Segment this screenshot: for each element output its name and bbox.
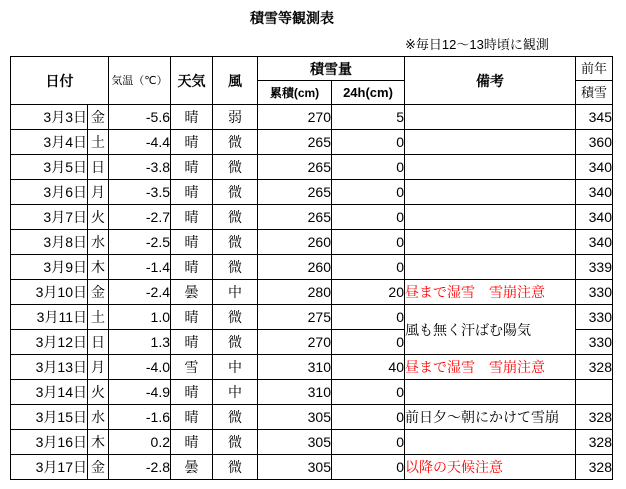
header-remarks: 備考: [405, 57, 576, 105]
table-row: [11, 380, 613, 405]
date-cell: 3月9日: [11, 255, 88, 280]
date-cell: 3月10日: [11, 280, 88, 305]
table-row: [11, 355, 613, 380]
weekday-cell: 月: [88, 355, 109, 380]
header-weather: 天気: [171, 57, 213, 105]
date-cell: 3月4日: [11, 130, 88, 155]
temperature-cell: -2.5: [109, 230, 171, 255]
weather-cell: 晴: [171, 405, 213, 430]
remarks-cell: [405, 255, 576, 280]
temperature-cell: -3.5: [109, 180, 171, 205]
temperature-cell: -1.6: [109, 405, 171, 430]
header-prev-year-1: 前年: [576, 57, 613, 81]
weather-cell: 晴: [171, 155, 213, 180]
wind-cell: 微: [213, 205, 258, 230]
wind-cell: 中: [213, 355, 258, 380]
table-row: [11, 105, 613, 130]
date-cell: 3月7日: [11, 205, 88, 230]
weekday-cell: 金: [88, 455, 109, 480]
cumulative-snow-cell: 275: [258, 305, 332, 330]
table-row: [11, 255, 613, 280]
snow-observation-table: [10, 56, 613, 480]
cumulative-snow-cell: 265: [258, 130, 332, 155]
prev-year-snow-cell: 328: [576, 355, 613, 380]
date-cell: 3月13日: [11, 355, 88, 380]
snow-24h-cell: 20: [332, 280, 405, 305]
remarks-cell: [405, 230, 576, 255]
wind-cell: 中: [213, 380, 258, 405]
table-row: [11, 405, 613, 430]
cumulative-snow-cell: 265: [258, 155, 332, 180]
date-cell: 3月6日: [11, 180, 88, 205]
weekday-cell: 木: [88, 430, 109, 455]
prev-year-snow-cell: 360: [576, 130, 613, 155]
prev-year-snow-cell: 340: [576, 155, 613, 180]
table-row: [11, 130, 613, 155]
weather-cell: 晴: [171, 205, 213, 230]
weather-cell: 晴: [171, 430, 213, 455]
temperature-cell: 1.0: [109, 305, 171, 330]
table-row: [11, 155, 613, 180]
header-wind: 風: [213, 57, 258, 105]
date-cell: 3月16日: [11, 430, 88, 455]
prev-year-snow-cell: 330: [576, 280, 613, 305]
weekday-cell: 日: [88, 155, 109, 180]
temperature-cell: -4.9: [109, 380, 171, 405]
temperature-cell: -4.0: [109, 355, 171, 380]
cumulative-snow-cell: 270: [258, 330, 332, 355]
prev-year-snow-cell: 328: [576, 430, 613, 455]
remarks-cell: 昼まで湿雪 雪崩注意: [405, 355, 576, 380]
remarks-cell: [405, 155, 576, 180]
snow-24h-cell: 0: [332, 305, 405, 330]
weather-cell: 晴: [171, 105, 213, 130]
date-cell: 3月15日: [11, 405, 88, 430]
cumulative-snow-cell: 310: [258, 355, 332, 380]
weather-cell: 曇: [171, 280, 213, 305]
cumulative-snow-cell: 260: [258, 255, 332, 280]
header-date: 日付: [11, 57, 109, 105]
table-row: [11, 280, 613, 305]
temperature-cell: 1.3: [109, 330, 171, 355]
table-row: [11, 180, 613, 205]
wind-cell: 微: [213, 130, 258, 155]
prev-year-snow-cell: [576, 380, 613, 405]
temperature-cell: -2.4: [109, 280, 171, 305]
temperature-cell: -4.4: [109, 130, 171, 155]
weather-cell: 晴: [171, 130, 213, 155]
wind-cell: 微: [213, 405, 258, 430]
weekday-cell: 水: [88, 230, 109, 255]
header-row-1: [11, 57, 613, 81]
cumulative-snow-cell: 305: [258, 405, 332, 430]
cumulative-snow-cell: 280: [258, 280, 332, 305]
cumulative-snow-cell: 265: [258, 180, 332, 205]
snow-24h-cell: 0: [332, 330, 405, 355]
wind-cell: 弱: [213, 105, 258, 130]
remarks-cell: 昼まで湿雪 雪崩注意: [405, 280, 576, 305]
prev-year-snow-cell: 330: [576, 330, 613, 355]
snow-24h-cell: 0: [332, 155, 405, 180]
prev-year-snow-cell: 339: [576, 255, 613, 280]
weekday-cell: 火: [88, 205, 109, 230]
wind-cell: 微: [213, 430, 258, 455]
observation-time-note: ※毎日12～13時頃に観測: [405, 37, 549, 52]
header-cumulative: 累積(cm): [258, 81, 332, 105]
prev-year-snow-cell: 340: [576, 180, 613, 205]
snow-24h-cell: 0: [332, 380, 405, 405]
weather-cell: 晴: [171, 380, 213, 405]
snow-24h-cell: 0: [332, 180, 405, 205]
cumulative-snow-cell: 265: [258, 205, 332, 230]
snow-24h-cell: 5: [332, 105, 405, 130]
table-row: [11, 230, 613, 255]
cumulative-snow-cell: 260: [258, 230, 332, 255]
remarks-cell: 風も無く汗ばむ陽気: [405, 305, 576, 355]
prev-year-snow-cell: 328: [576, 455, 613, 480]
wind-cell: 微: [213, 230, 258, 255]
cumulative-snow-cell: 305: [258, 455, 332, 480]
temperature-cell: -5.6: [109, 105, 171, 130]
remarks-cell: 前日夕～朝にかけて雪崩: [405, 405, 576, 430]
snow-24h-cell: 0: [332, 130, 405, 155]
wind-cell: 微: [213, 180, 258, 205]
remarks-cell: [405, 205, 576, 230]
weekday-cell: 土: [88, 130, 109, 155]
weekday-cell: 金: [88, 280, 109, 305]
weather-cell: 晴: [171, 255, 213, 280]
weekday-cell: 金: [88, 105, 109, 130]
table-row: [11, 430, 613, 455]
remarks-cell: [405, 380, 576, 405]
weekday-cell: 月: [88, 180, 109, 205]
table-row: [11, 455, 613, 480]
remarks-cell: 以降の天候注意: [405, 455, 576, 480]
date-cell: 3月3日: [11, 105, 88, 130]
temperature-cell: -2.7: [109, 205, 171, 230]
prev-year-snow-cell: 330: [576, 305, 613, 330]
prev-year-snow-cell: 345: [576, 105, 613, 130]
remarks-cell: [405, 180, 576, 205]
snow-24h-cell: 0: [332, 205, 405, 230]
weather-cell: 晴: [171, 305, 213, 330]
date-cell: 3月11日: [11, 305, 88, 330]
date-cell: 3月14日: [11, 380, 88, 405]
table-row: [11, 205, 613, 230]
header-temperature: 気温（℃）: [109, 57, 171, 105]
snow-24h-cell: 0: [332, 405, 405, 430]
snow-24h-cell: 0: [332, 455, 405, 480]
wind-cell: 微: [213, 305, 258, 330]
remarks-cell: [405, 130, 576, 155]
date-cell: 3月17日: [11, 455, 88, 480]
temperature-cell: -3.8: [109, 155, 171, 180]
weekday-cell: 木: [88, 255, 109, 280]
temperature-cell: -1.4: [109, 255, 171, 280]
snow-24h-cell: 0: [332, 255, 405, 280]
weather-cell: 晴: [171, 180, 213, 205]
date-cell: 3月5日: [11, 155, 88, 180]
weekday-cell: 日: [88, 330, 109, 355]
cumulative-snow-cell: 270: [258, 105, 332, 130]
remarks-cell: [405, 430, 576, 455]
snow-24h-cell: 0: [332, 430, 405, 455]
prev-year-snow-cell: 340: [576, 230, 613, 255]
prev-year-snow-cell: 340: [576, 205, 613, 230]
header-prev-year-2: 積雪: [576, 81, 613, 105]
wind-cell: 微: [213, 455, 258, 480]
prev-year-snow-cell: 328: [576, 405, 613, 430]
table-row: [11, 305, 613, 330]
wind-cell: 微: [213, 255, 258, 280]
page-title: 積雪等観測表: [250, 10, 334, 26]
weekday-cell: 土: [88, 305, 109, 330]
wind-cell: 微: [213, 330, 258, 355]
wind-cell: 微: [213, 155, 258, 180]
snow-24h-cell: 0: [332, 230, 405, 255]
date-cell: 3月8日: [11, 230, 88, 255]
weekday-cell: 火: [88, 380, 109, 405]
weather-cell: 晴: [171, 230, 213, 255]
header-24h: 24h(cm): [332, 81, 405, 105]
remarks-cell: [405, 105, 576, 130]
cumulative-snow-cell: 310: [258, 380, 332, 405]
temperature-cell: 0.2: [109, 430, 171, 455]
temperature-cell: -2.8: [109, 455, 171, 480]
weekday-cell: 水: [88, 405, 109, 430]
weather-cell: 晴: [171, 330, 213, 355]
cumulative-snow-cell: 305: [258, 430, 332, 455]
header-snow-amount: 積雪量: [258, 57, 405, 81]
weather-cell: 雪: [171, 355, 213, 380]
weather-cell: 曇: [171, 455, 213, 480]
wind-cell: 中: [213, 280, 258, 305]
date-cell: 3月12日: [11, 330, 88, 355]
snow-24h-cell: 40: [332, 355, 405, 380]
